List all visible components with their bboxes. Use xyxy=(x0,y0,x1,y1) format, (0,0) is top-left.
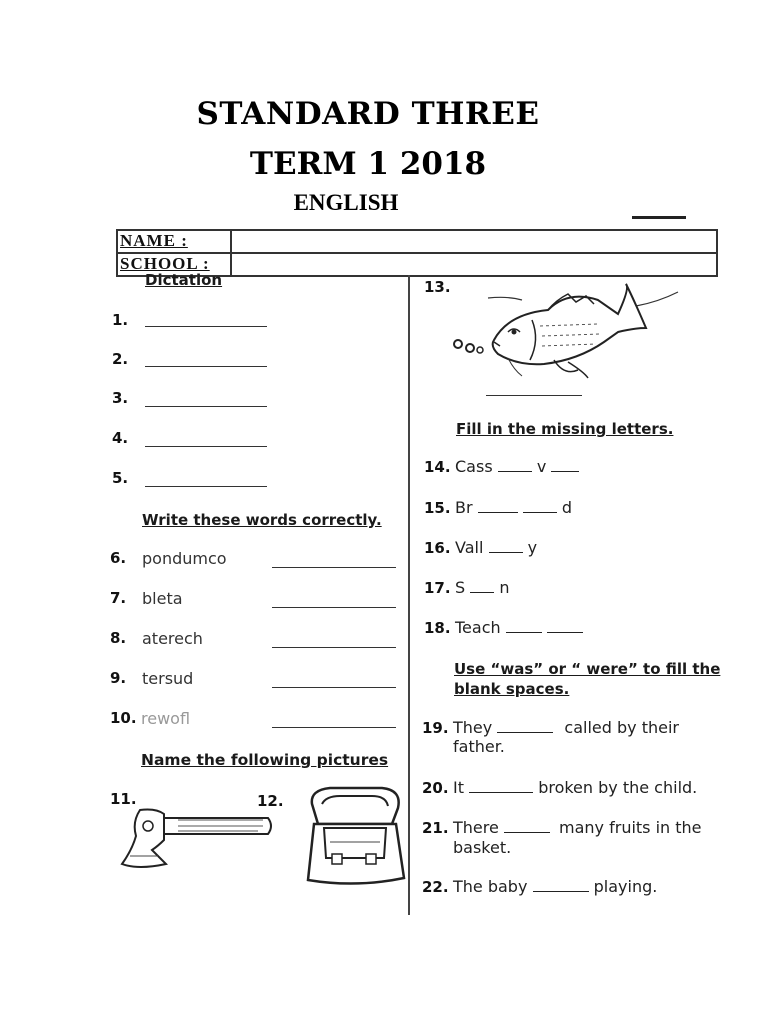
sentence-part: playing. xyxy=(593,877,658,896)
word-part: S xyxy=(455,578,466,597)
question-number: 10. xyxy=(110,709,137,727)
jumbled-word: pondumco xyxy=(142,549,227,568)
answer-blank xyxy=(145,486,267,487)
name-row xyxy=(118,231,716,254)
answer-blank xyxy=(145,326,267,327)
answer-blank xyxy=(145,366,267,367)
answer-blank xyxy=(272,727,396,728)
missing-letters-item xyxy=(455,618,583,637)
question-number: 9. xyxy=(110,669,127,687)
bag-icon xyxy=(300,784,410,888)
name-label: NAME : xyxy=(120,231,188,250)
pictures-heading: Name the following pictures xyxy=(141,751,389,769)
sentence-item xyxy=(453,778,697,797)
word-part: n xyxy=(499,578,510,597)
letter-blank xyxy=(489,552,523,553)
letter-blank xyxy=(551,471,579,472)
school-label: SCHOOL : xyxy=(120,254,210,273)
question-number: 18. xyxy=(424,619,451,637)
jumbled-word: tersud xyxy=(142,669,194,688)
jumbled-word: bleta xyxy=(142,589,183,608)
dictation-number: 4. xyxy=(112,429,129,447)
answer-blank xyxy=(272,647,396,648)
word-part: d xyxy=(561,498,572,517)
sentence-item xyxy=(453,877,657,896)
question-number: 17. xyxy=(424,579,451,597)
dictation-number: 3. xyxy=(112,389,129,407)
sentence-part: It xyxy=(453,778,464,797)
sentence-item xyxy=(453,718,679,737)
dictation-number: 5. xyxy=(112,469,129,487)
word-blank xyxy=(504,832,550,833)
question-number: 20. xyxy=(422,779,449,797)
sentence-continuation: basket. xyxy=(453,838,512,857)
axe-icon xyxy=(118,806,274,870)
question-number: 15. xyxy=(424,499,451,517)
question-number: 21. xyxy=(422,819,449,837)
dictation-number: 1. xyxy=(112,311,129,329)
word-part: Br xyxy=(455,498,473,517)
letter-blank xyxy=(506,632,542,633)
answer-blank xyxy=(145,406,267,407)
subject-title: ENGLISH xyxy=(293,190,399,215)
missing-letters-heading: Fill in the missing letters. xyxy=(456,420,674,438)
answer-blank xyxy=(486,395,582,396)
word-part: y xyxy=(527,538,538,557)
letter-blank xyxy=(498,471,532,472)
dictation-heading: Dictation xyxy=(145,271,223,289)
sentence-item xyxy=(453,818,702,837)
letter-blank xyxy=(478,512,518,513)
sentence-part: They xyxy=(453,718,493,737)
answer-blank xyxy=(145,446,267,447)
jumbled-word: rewofl xyxy=(141,709,191,728)
missing-letters-item xyxy=(455,457,579,476)
question-number: 11. xyxy=(110,790,137,808)
question-number: 19. xyxy=(422,719,449,737)
words-heading: Write these words correctly. xyxy=(142,511,382,529)
dictation-number: 2. xyxy=(112,350,129,368)
sentence-continuation: father. xyxy=(453,737,505,756)
sentence-part: broken by the child. xyxy=(538,778,698,797)
question-number: 7. xyxy=(110,589,127,607)
word-part: Cass xyxy=(455,457,493,476)
sentence-part: called by their xyxy=(564,718,679,737)
was-were-heading-line1: Use “was” or “ were” to fill the xyxy=(454,660,721,678)
sentence-part: There xyxy=(453,818,499,837)
question-number: 12. xyxy=(257,792,284,810)
missing-letters-item xyxy=(455,578,509,597)
answer-blank xyxy=(272,567,396,568)
student-info-box xyxy=(116,229,718,277)
word-part: Teach xyxy=(455,618,501,637)
jumbled-word: aterech xyxy=(142,629,203,648)
question-number: 8. xyxy=(110,629,127,647)
marks-line xyxy=(632,216,686,219)
answer-blank xyxy=(272,607,396,608)
question-number: 13. xyxy=(424,278,451,296)
question-number: 16. xyxy=(424,539,451,557)
question-number: 14. xyxy=(424,458,451,476)
fish-icon xyxy=(448,280,684,380)
title-line-1: STANDARD THREE xyxy=(196,96,540,132)
missing-letters-item xyxy=(455,538,537,557)
word-blank xyxy=(533,891,589,892)
letter-blank xyxy=(523,512,557,513)
answer-blank xyxy=(272,687,396,688)
word-blank xyxy=(469,792,533,793)
sentence-part: many fruits in the xyxy=(559,818,702,837)
missing-letters-item xyxy=(455,498,572,517)
row-separator xyxy=(230,231,232,252)
letter-blank xyxy=(470,592,494,593)
was-were-heading-line2: blank spaces. xyxy=(454,680,570,698)
question-number: 22. xyxy=(422,878,449,896)
word-part: v xyxy=(536,457,547,476)
word-blank xyxy=(497,732,553,733)
sentence-part: The baby xyxy=(453,877,528,896)
word-part: Vall xyxy=(455,538,484,557)
question-number: 6. xyxy=(110,549,127,567)
letter-blank xyxy=(547,632,583,633)
row-separator xyxy=(230,254,232,275)
title-line-2: TERM 1 2018 xyxy=(249,146,487,182)
